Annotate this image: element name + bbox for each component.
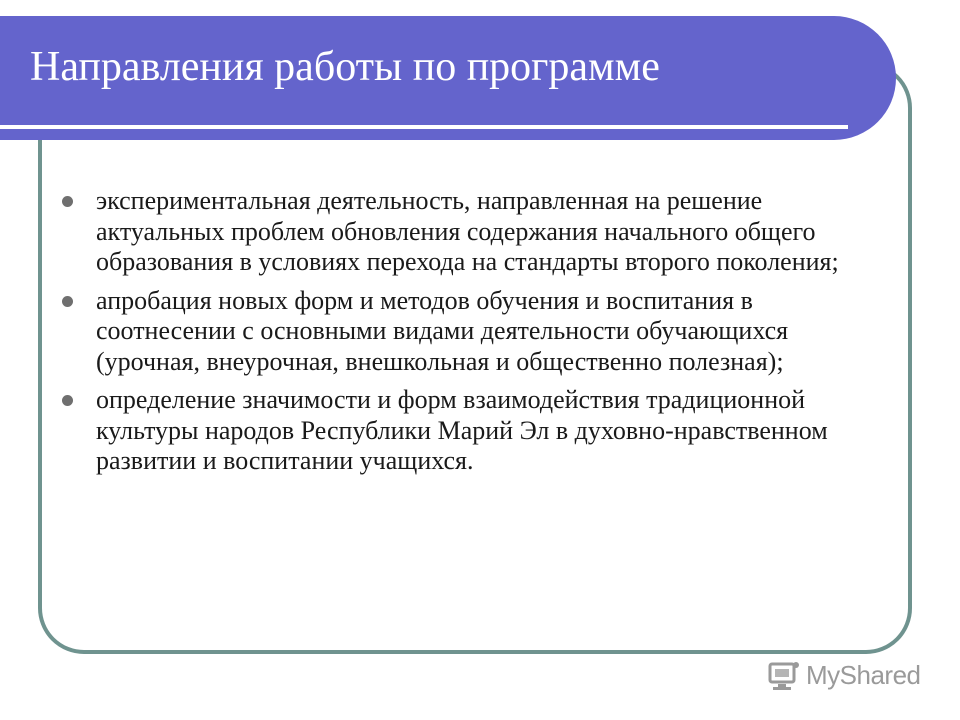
- bullet-dot-icon: [62, 196, 73, 207]
- slide-title: Направления работы по программе: [30, 44, 660, 90]
- myshared-watermark: [766, 657, 921, 693]
- bullet-item: [62, 286, 892, 378]
- watermark-text: MyShared: [806, 659, 921, 690]
- bullet-dot-icon: [62, 395, 73, 406]
- myshared-logo-icon: [766, 657, 802, 693]
- title-underline: [0, 125, 848, 129]
- bullet-dot-icon: [62, 296, 73, 307]
- bullet-list: [62, 186, 892, 485]
- bullet-text: определение значимости и форм взаимодействия традиционной культуры народов Республики Марий Эл в духовно-нравственном развитии и воспитании учащихся.: [96, 385, 828, 475]
- bullet-item: [62, 186, 892, 278]
- bullet-text: экспериментальная деятельность, направленная на решение актуальных проблем обновления содержания начального общего образования в условиях перехода на стандарты второго поколения;: [96, 186, 839, 276]
- bullet-item: [62, 385, 892, 477]
- bullet-text: апробация новых форм и методов обучения и воспитания в соотнесении с основными видами деятельности обучающихся (урочная, внеурочная, внешкольная и общественно полезная);: [96, 285, 789, 376]
